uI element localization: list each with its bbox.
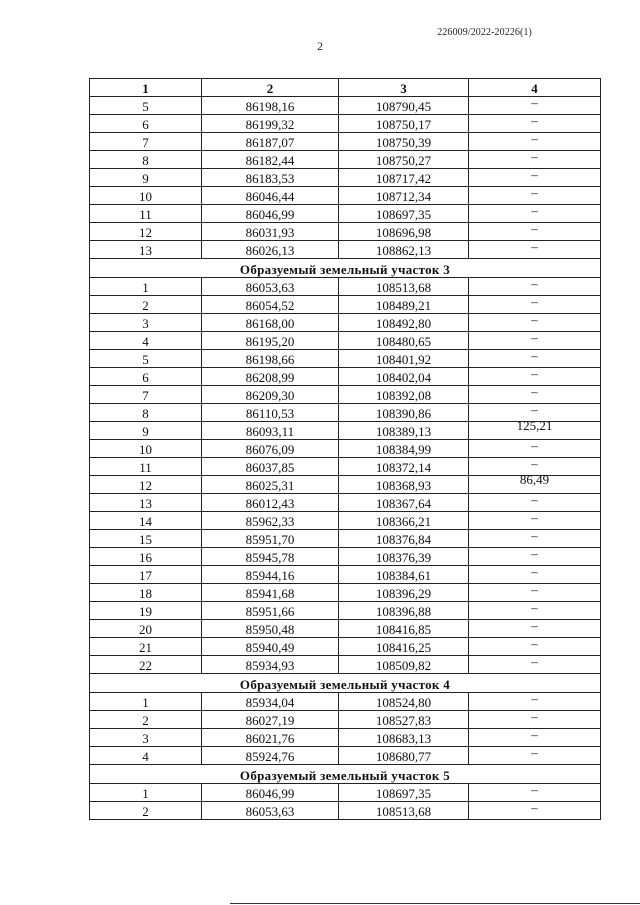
- table-row: [90, 205, 601, 223]
- distance-value: 125,21: [516, 418, 553, 433]
- distance-cell: [469, 512, 601, 530]
- y-coordinate-cell: 108509,82: [339, 656, 469, 674]
- x-coordinate-cell: 86046,99: [202, 205, 339, 223]
- distance-value: –: [531, 546, 538, 561]
- x-coordinate-cell: 86027,19: [202, 711, 339, 729]
- y-coordinate-cell: 108697,35: [339, 205, 469, 223]
- distance-value: –: [531, 782, 538, 797]
- document-number: 226009/2022-20226(1): [437, 27, 532, 38]
- distance-value: –: [531, 800, 538, 815]
- y-coordinate-cell: 108416,85: [339, 620, 469, 638]
- y-coordinate-cell: 108372,14: [339, 458, 469, 476]
- distance-value: –: [531, 510, 538, 525]
- point-number-cell: 6: [90, 368, 202, 386]
- distance-cell: [469, 747, 601, 765]
- distance-cell: [469, 278, 601, 296]
- distance-cell: [469, 638, 601, 656]
- x-coordinate-cell: 86025,31: [202, 476, 339, 494]
- table-row: [90, 169, 601, 187]
- x-coordinate-cell: 86183,53: [202, 169, 339, 187]
- distance-cell: [469, 187, 601, 205]
- distance-value: –: [531, 312, 538, 327]
- point-number-cell: 22: [90, 656, 202, 674]
- y-coordinate-cell: 108396,88: [339, 602, 469, 620]
- x-coordinate-cell: 85944,16: [202, 566, 339, 584]
- section-title: Образуемый земельный участок 5: [90, 765, 601, 784]
- distance-value: –: [531, 131, 538, 146]
- table-row: [90, 584, 601, 602]
- y-coordinate-cell: 108717,42: [339, 169, 469, 187]
- x-coordinate-cell: 86208,99: [202, 368, 339, 386]
- y-coordinate-cell: 108683,13: [339, 729, 469, 747]
- table-row: [90, 422, 601, 440]
- distance-value: –: [531, 276, 538, 291]
- distance-value: 86,49: [519, 472, 550, 487]
- distance-value: –: [531, 528, 538, 543]
- y-coordinate-cell: 108366,21: [339, 512, 469, 530]
- point-number-cell: 13: [90, 494, 202, 512]
- distance-value: –: [531, 384, 538, 399]
- x-coordinate-cell: 85941,68: [202, 584, 339, 602]
- y-coordinate-cell: 108750,17: [339, 115, 469, 133]
- y-coordinate-cell: 108376,84: [339, 530, 469, 548]
- distance-cell: [469, 241, 601, 259]
- x-coordinate-cell: 85945,78: [202, 548, 339, 566]
- table-row: [90, 187, 601, 205]
- table-row: [90, 476, 601, 494]
- page-bottom-rule: [230, 903, 640, 904]
- column-header-1: 1: [90, 79, 202, 97]
- y-coordinate-cell: 108376,39: [339, 548, 469, 566]
- distance-value: –: [531, 95, 538, 110]
- table-row: [90, 350, 601, 368]
- distance-cell: [469, 296, 601, 314]
- distance-value: –: [531, 600, 538, 615]
- distance-cell: [469, 548, 601, 566]
- point-number-cell: 11: [90, 458, 202, 476]
- y-coordinate-cell: 108480,65: [339, 332, 469, 350]
- table-row: [90, 602, 601, 620]
- table-row: [90, 314, 601, 332]
- distance-value: –: [531, 167, 538, 182]
- distance-cell: [469, 602, 601, 620]
- distance-value: –: [531, 402, 538, 417]
- table-row: [90, 656, 601, 674]
- distance-cell: [469, 472, 601, 494]
- distance-cell: [469, 115, 601, 133]
- distance-value: –: [531, 221, 538, 236]
- distance-value: –: [531, 348, 538, 363]
- point-number-cell: 7: [90, 133, 202, 151]
- table-row: [90, 440, 601, 458]
- distance-value: –: [531, 564, 538, 579]
- x-coordinate-cell: 86046,44: [202, 187, 339, 205]
- table-row: [90, 494, 601, 512]
- distance-cell: [469, 418, 601, 440]
- table-row: [90, 386, 601, 404]
- section-title: Образуемый земельный участок 4: [90, 674, 601, 693]
- y-coordinate-cell: 108390,86: [339, 404, 469, 422]
- point-number-cell: 12: [90, 476, 202, 494]
- point-number-cell: 10: [90, 440, 202, 458]
- x-coordinate-cell: 86195,20: [202, 332, 339, 350]
- point-number-cell: 16: [90, 548, 202, 566]
- point-number-cell: 4: [90, 747, 202, 765]
- y-coordinate-cell: 108489,21: [339, 296, 469, 314]
- distance-value: –: [531, 709, 538, 724]
- table-row: [90, 241, 601, 259]
- y-coordinate-cell: 108750,39: [339, 133, 469, 151]
- x-coordinate-cell: 86198,66: [202, 350, 339, 368]
- x-coordinate-cell: 86046,99: [202, 784, 339, 802]
- y-coordinate-cell: 108389,13: [339, 422, 469, 440]
- table-row: [90, 332, 601, 350]
- x-coordinate-cell: 86037,85: [202, 458, 339, 476]
- distance-value: –: [531, 185, 538, 200]
- x-coordinate-cell: 86093,11: [202, 422, 339, 440]
- y-coordinate-cell: 108492,80: [339, 314, 469, 332]
- y-coordinate-cell: 108696,98: [339, 223, 469, 241]
- distance-cell: [469, 223, 601, 241]
- distance-cell: [469, 530, 601, 548]
- point-number-cell: 3: [90, 729, 202, 747]
- table-row: [90, 802, 601, 820]
- x-coordinate-cell: 85924,76: [202, 747, 339, 765]
- table-row: [90, 512, 601, 530]
- point-number-cell: 2: [90, 296, 202, 314]
- point-number-cell: 1: [90, 278, 202, 296]
- distance-value: –: [531, 366, 538, 381]
- table-row: [90, 115, 601, 133]
- y-coordinate-cell: 108392,08: [339, 386, 469, 404]
- distance-cell: [469, 494, 601, 512]
- distance-value: –: [531, 438, 538, 453]
- point-number-cell: 2: [90, 711, 202, 729]
- table-row: [90, 296, 601, 314]
- point-number-cell: 8: [90, 404, 202, 422]
- distance-value: –: [531, 654, 538, 669]
- distance-value: –: [531, 113, 538, 128]
- table-row: [90, 784, 601, 802]
- distance-value: –: [531, 330, 538, 345]
- y-coordinate-cell: 108513,68: [339, 802, 469, 820]
- table-header-row: [90, 79, 601, 97]
- point-number-cell: 18: [90, 584, 202, 602]
- distance-value: –: [531, 618, 538, 633]
- table-row: [90, 747, 601, 765]
- x-coordinate-cell: 85934,04: [202, 693, 339, 711]
- x-coordinate-cell: 86021,76: [202, 729, 339, 747]
- y-coordinate-cell: 108396,29: [339, 584, 469, 602]
- y-coordinate-cell: 108680,77: [339, 747, 469, 765]
- section-title-row: [90, 765, 601, 784]
- point-number-cell: 7: [90, 386, 202, 404]
- distance-value: –: [531, 745, 538, 760]
- y-coordinate-cell: 108402,04: [339, 368, 469, 386]
- y-coordinate-cell: 108712,34: [339, 187, 469, 205]
- table-row: [90, 711, 601, 729]
- x-coordinate-cell: 86199,32: [202, 115, 339, 133]
- distance-cell: [469, 729, 601, 747]
- column-header-2: 2: [202, 79, 339, 97]
- x-coordinate-cell: 86053,63: [202, 802, 339, 820]
- x-coordinate-cell: 86168,00: [202, 314, 339, 332]
- coordinates-table: [89, 78, 601, 820]
- table-row: [90, 97, 601, 115]
- x-coordinate-cell: 86053,63: [202, 278, 339, 296]
- point-number-cell: 9: [90, 422, 202, 440]
- table-row: [90, 693, 601, 711]
- distance-value: –: [531, 203, 538, 218]
- distance-cell: [469, 169, 601, 187]
- table-row: [90, 530, 601, 548]
- distance-cell: [469, 314, 601, 332]
- table-row: [90, 278, 601, 296]
- point-number-cell: 1: [90, 693, 202, 711]
- coordinates-table-body: [90, 79, 601, 820]
- x-coordinate-cell: 85951,66: [202, 602, 339, 620]
- column-header-4: 4: [469, 79, 601, 97]
- y-coordinate-cell: 108368,93: [339, 476, 469, 494]
- y-coordinate-cell: 108527,83: [339, 711, 469, 729]
- x-coordinate-cell: 85940,49: [202, 638, 339, 656]
- y-coordinate-cell: 108384,99: [339, 440, 469, 458]
- table-row: [90, 151, 601, 169]
- point-number-cell: 21: [90, 638, 202, 656]
- table-row: [90, 620, 601, 638]
- x-coordinate-cell: 86054,52: [202, 296, 339, 314]
- distance-cell: [469, 784, 601, 802]
- table-row: [90, 223, 601, 241]
- distance-cell: [469, 205, 601, 223]
- distance-cell: [469, 151, 601, 169]
- distance-cell: [469, 566, 601, 584]
- distance-cell: [469, 368, 601, 386]
- y-coordinate-cell: 108750,27: [339, 151, 469, 169]
- y-coordinate-cell: 108384,61: [339, 566, 469, 584]
- table-row: [90, 566, 601, 584]
- point-number-cell: 5: [90, 350, 202, 368]
- x-coordinate-cell: 86076,09: [202, 440, 339, 458]
- point-number-cell: 8: [90, 151, 202, 169]
- y-coordinate-cell: 108524,80: [339, 693, 469, 711]
- distance-cell: [469, 711, 601, 729]
- point-number-cell: 6: [90, 115, 202, 133]
- column-header-3: 3: [339, 79, 469, 97]
- distance-value: –: [531, 456, 538, 471]
- section-title: Образуемый земельный участок 3: [90, 259, 601, 278]
- distance-cell: [469, 440, 601, 458]
- x-coordinate-cell: 86026,13: [202, 241, 339, 259]
- distance-value: –: [531, 582, 538, 597]
- distance-value: –: [531, 492, 538, 507]
- point-number-cell: 15: [90, 530, 202, 548]
- y-coordinate-cell: 108862,13: [339, 241, 469, 259]
- point-number-cell: 14: [90, 512, 202, 530]
- page-number: 2: [317, 39, 323, 53]
- x-coordinate-cell: 85951,70: [202, 530, 339, 548]
- point-number-cell: 1: [90, 784, 202, 802]
- section-title-row: [90, 259, 601, 278]
- y-coordinate-cell: 108697,35: [339, 784, 469, 802]
- x-coordinate-cell: 85934,93: [202, 656, 339, 674]
- distance-value: –: [531, 294, 538, 309]
- point-number-cell: 13: [90, 241, 202, 259]
- point-number-cell: 11: [90, 205, 202, 223]
- distance-value: –: [531, 727, 538, 742]
- x-coordinate-cell: 85950,48: [202, 620, 339, 638]
- point-number-cell: 12: [90, 223, 202, 241]
- distance-value: –: [531, 691, 538, 706]
- point-number-cell: 20: [90, 620, 202, 638]
- x-coordinate-cell: 86209,30: [202, 386, 339, 404]
- y-coordinate-cell: 108367,64: [339, 494, 469, 512]
- distance-cell: [469, 133, 601, 151]
- table-row: [90, 133, 601, 151]
- distance-value: –: [531, 636, 538, 651]
- distance-cell: [469, 802, 601, 820]
- point-number-cell: 10: [90, 187, 202, 205]
- x-coordinate-cell: 86031,93: [202, 223, 339, 241]
- table-row: [90, 548, 601, 566]
- x-coordinate-cell: 86110,53: [202, 404, 339, 422]
- y-coordinate-cell: 108416,25: [339, 638, 469, 656]
- section-title-row: [90, 674, 601, 693]
- point-number-cell: 2: [90, 802, 202, 820]
- point-number-cell: 5: [90, 97, 202, 115]
- distance-cell: [469, 584, 601, 602]
- distance-cell: [469, 656, 601, 674]
- point-number-cell: 9: [90, 169, 202, 187]
- x-coordinate-cell: 86182,44: [202, 151, 339, 169]
- distance-cell: [469, 386, 601, 404]
- y-coordinate-cell: 108513,68: [339, 278, 469, 296]
- table-row: [90, 638, 601, 656]
- point-number-cell: 4: [90, 332, 202, 350]
- distance-cell: [469, 693, 601, 711]
- table-row: [90, 729, 601, 747]
- distance-value: –: [531, 149, 538, 164]
- table-row: [90, 368, 601, 386]
- y-coordinate-cell: 108401,92: [339, 350, 469, 368]
- distance-cell: [469, 620, 601, 638]
- point-number-cell: 3: [90, 314, 202, 332]
- point-number-cell: 19: [90, 602, 202, 620]
- distance-cell: [469, 332, 601, 350]
- point-number-cell: 17: [90, 566, 202, 584]
- x-coordinate-cell: 86198,16: [202, 97, 339, 115]
- y-coordinate-cell: 108790,45: [339, 97, 469, 115]
- distance-cell: [469, 97, 601, 115]
- x-coordinate-cell: 86012,43: [202, 494, 339, 512]
- distance-value: –: [531, 239, 538, 254]
- distance-cell: [469, 350, 601, 368]
- x-coordinate-cell: 86187,07: [202, 133, 339, 151]
- x-coordinate-cell: 85962,33: [202, 512, 339, 530]
